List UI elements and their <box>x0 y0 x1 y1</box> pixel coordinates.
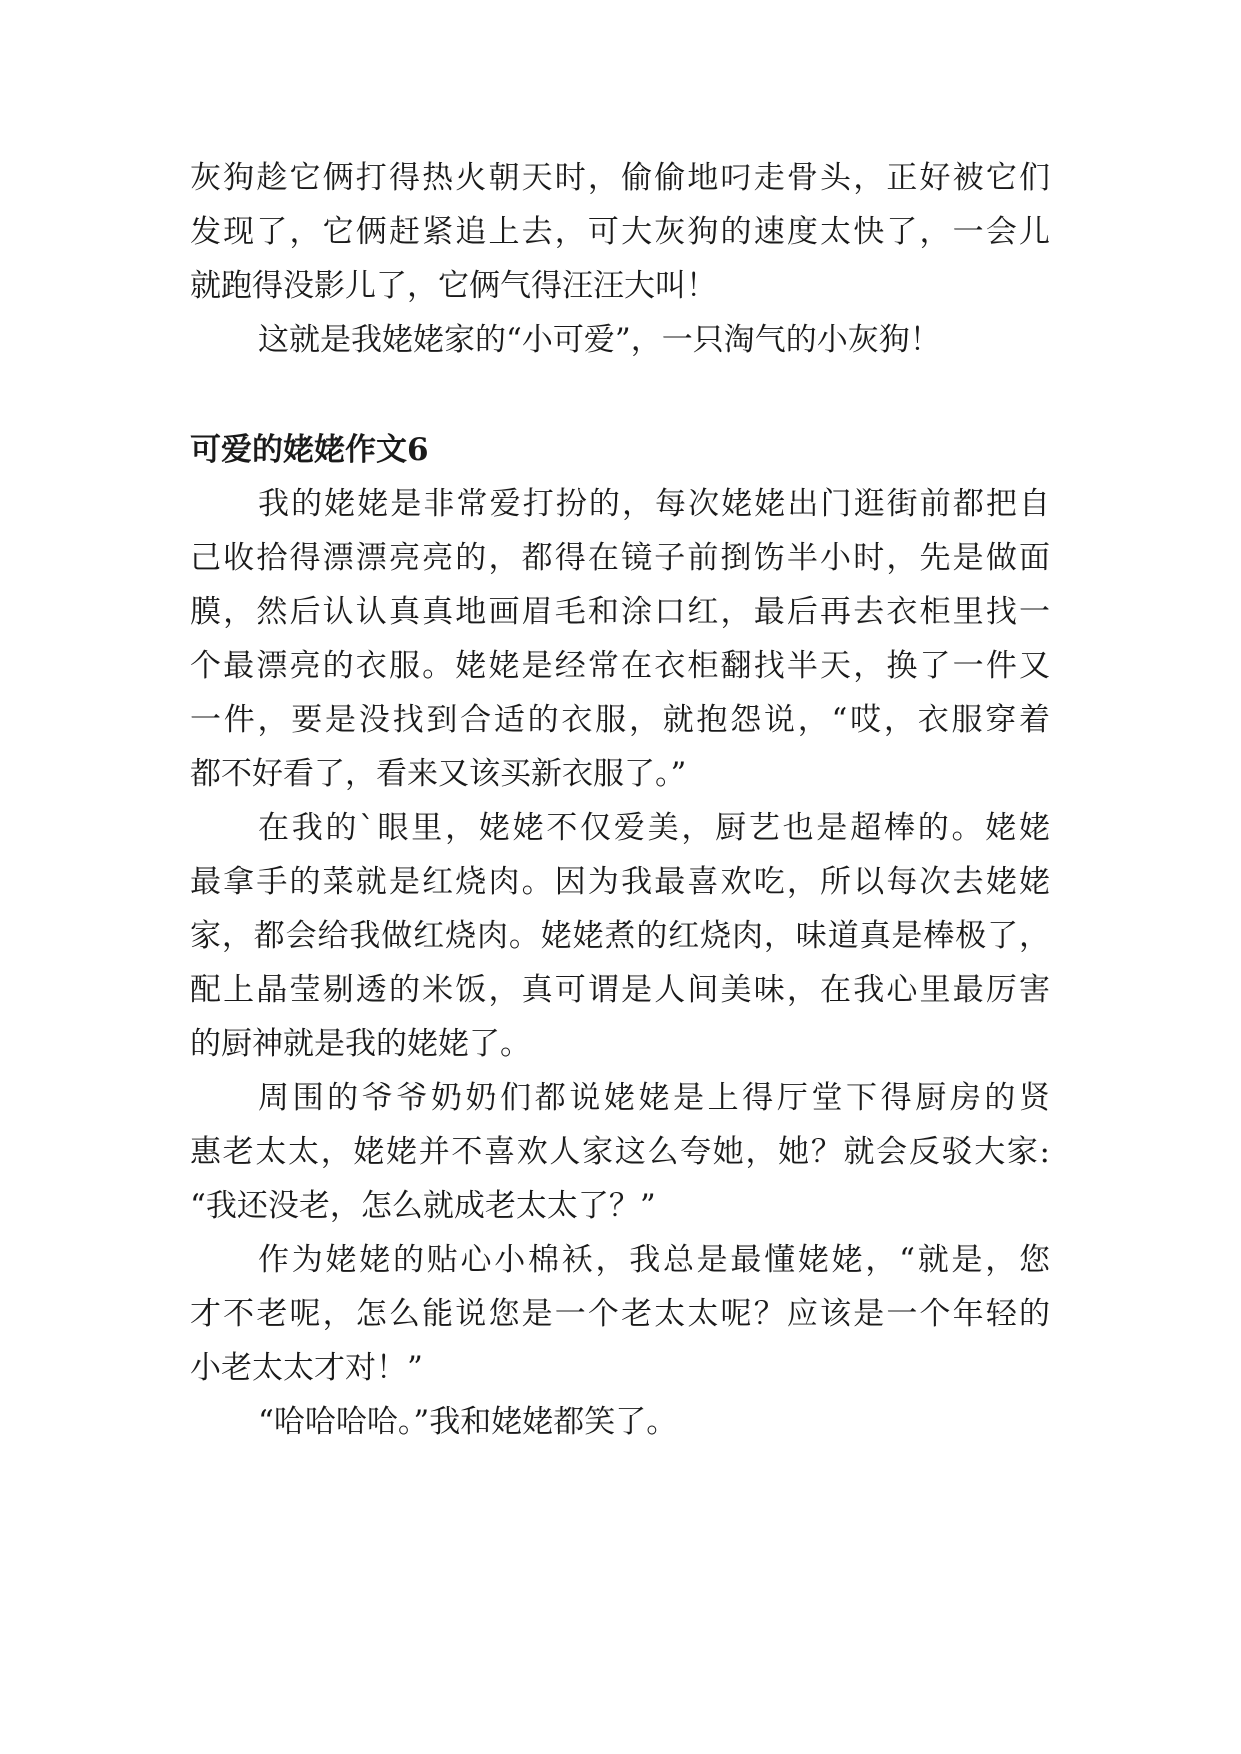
text-line: 配上晶莹剔透的米饭，真可谓是人间美味，在我心里最厉害 <box>190 972 1050 1008</box>
text-line: 在我的`眼里，姥姥不仅爱美，厨艺也是超棒的。姥姥 <box>258 810 1050 846</box>
text-line: 惠老太太，姥姥并不喜欢人家这么夸她，她？就会反驳大家: <box>190 1134 1050 1170</box>
text-line: 己收拾得漂漂亮亮的，都得在镜子前捯饬半小时，先是做面 <box>190 540 1050 576</box>
text-line: 这就是我姥姥家的“小可爱”，一只淘气的小灰狗！ <box>258 322 941 358</box>
text-line: 发现了，它俩赶紧追上去，可大灰狗的速度太快了，一会儿 <box>190 214 1050 250</box>
text-line: 作为姥姥的贴心小棉袄，我总是最懂姥姥，“就是，您 <box>258 1242 1050 1278</box>
text-line: 都不好看了，看来又该买新衣服了。” <box>190 756 687 792</box>
text-line: 就跑得没影儿了，它俩气得汪汪大叫！ <box>190 268 717 304</box>
text-line: “我还没老，怎么就成老太太了？” <box>190 1188 656 1224</box>
text-line: 周围的爷爷奶奶们都说姥姥是上得厅堂下得厨房的贤 <box>258 1080 1050 1116</box>
text-line: 膜，然后认认真真地画眉毛和涂口红，最后再去衣柜里找一 <box>190 594 1050 630</box>
text-line: 个最漂亮的衣服。姥姥是经常在衣柜翻找半天，换了一件又 <box>190 648 1050 684</box>
text-line: 家，都会给我做红烧肉。姥姥煮的红烧肉，味道真是棒极了， <box>190 918 1050 954</box>
text-line: 的厨神就是我的姥姥了。 <box>190 1026 531 1062</box>
text-line: 小老太太才对！” <box>190 1350 423 1386</box>
text-line: “哈哈哈哈。”我和姥姥都笑了。 <box>258 1404 678 1440</box>
text-line: 最拿手的菜就是红烧肉。因为我最喜欢吃，所以每次去姥姥 <box>190 864 1050 900</box>
text-line: 一件，要是没找到合适的衣服，就抱怨说，“哎，衣服穿着 <box>190 702 1050 738</box>
text-line: 我的姥姥是非常爱打扮的，每次姥姥出门逛街前都把自 <box>258 486 1050 522</box>
section-heading: 可爱的姥姥作文6 <box>190 432 429 468</box>
text-line: 灰狗趁它俩打得热火朝天时，偷偷地叼走骨头，正好被它们 <box>190 160 1050 196</box>
text-line: 才不老呢，怎么能说您是一个老太太呢？应该是一个年轻的 <box>190 1296 1050 1332</box>
